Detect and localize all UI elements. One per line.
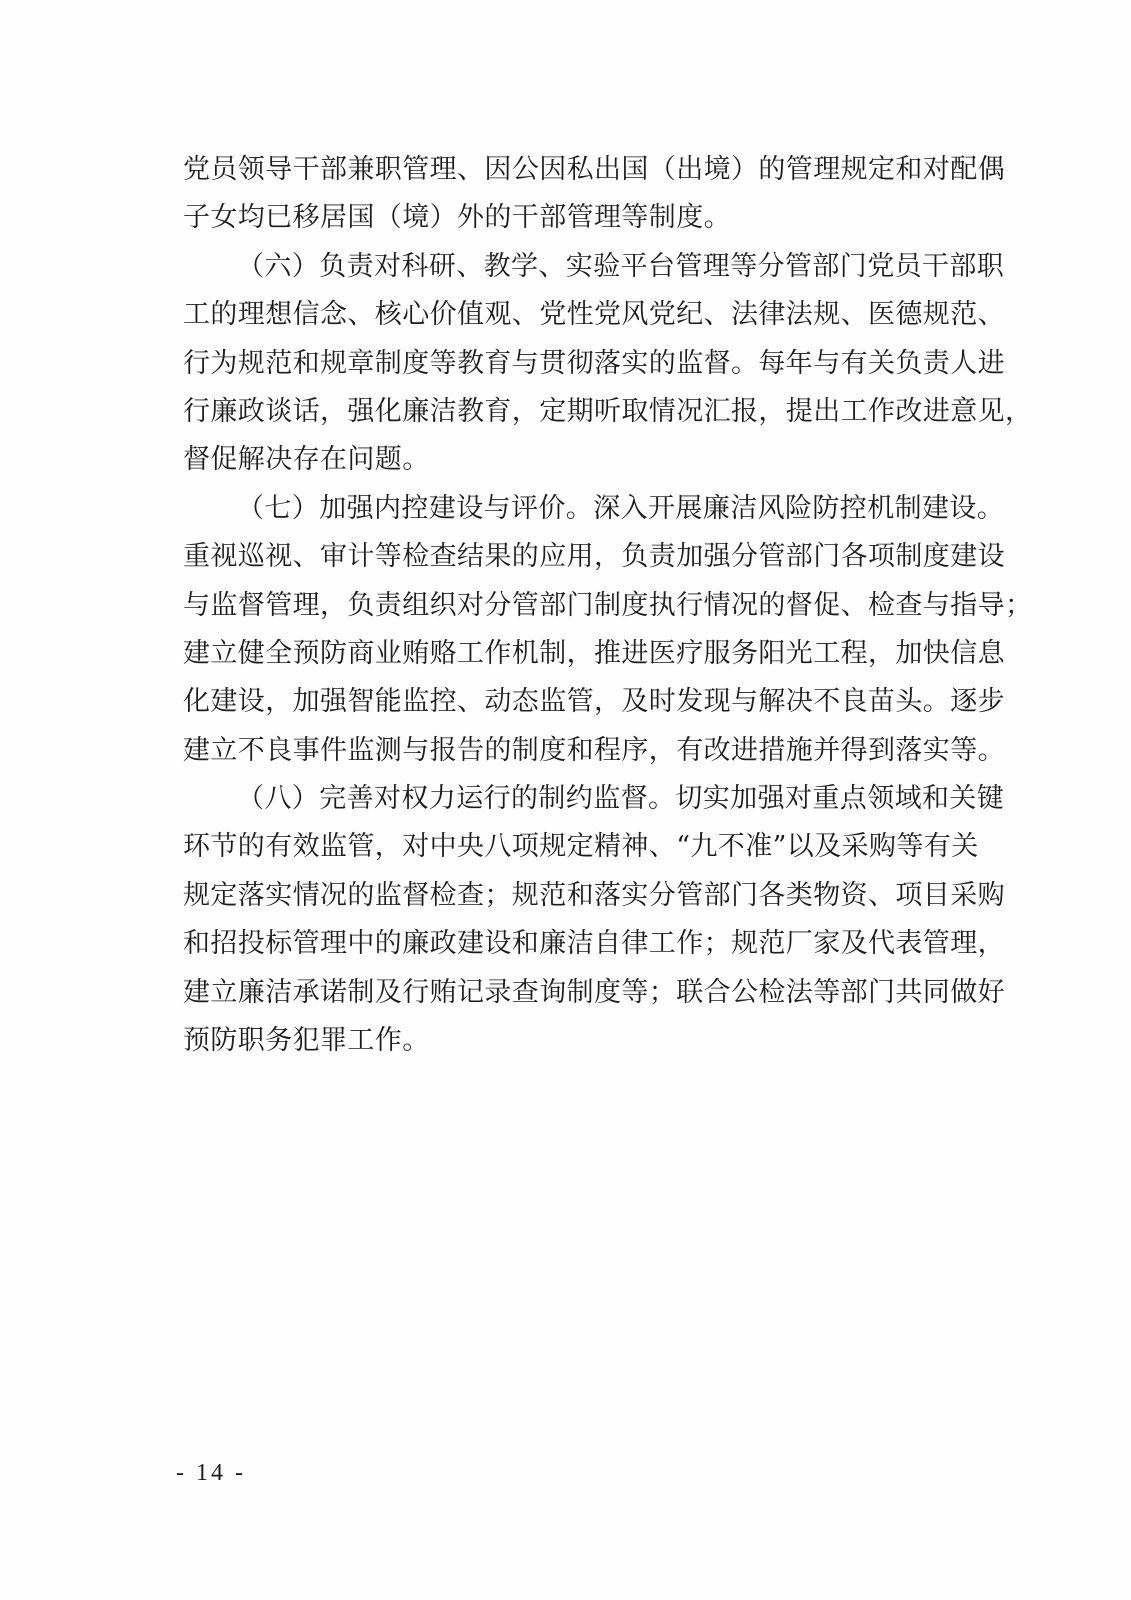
- text-line: 和招投标管理中的廉政建设和廉洁自律工作；规范厂家及代表管理，: [183, 928, 1005, 960]
- body-text: [183, 146, 1033, 1065]
- text-line: 建立不良事件监测与报告的制度和程序，有改进措施并得到落实等。: [183, 734, 1005, 766]
- text-line: 行为规范和规章制度等教育与贯彻落实的监督。每年与有关负责人进: [183, 347, 1005, 379]
- paragraph-heading-line: （八）完善对权力运行的制约监督。切实加强对重点领域和关键: [237, 783, 1005, 815]
- text-line: 子女均已移居国（境）外的干部管理等制度。: [183, 202, 731, 234]
- text-line: 建立廉洁承诺制及行贿记录查询制度等；联合公检法等部门共同做好: [183, 976, 1005, 1008]
- text-line: 工的理想信念、核心价值观、党性党风党纪、法律法规、医德规范、: [183, 299, 1005, 331]
- text-line: 行廉政谈话，强化廉洁教育，定期听取情况汇报，提出工作改进意见，: [183, 395, 1033, 427]
- paragraph-heading-line: （七）加强内控建设与评价。深入开展廉洁风险防控机制建设。: [237, 492, 1005, 524]
- text-line: 党员领导干部兼职管理、因公因私出国（出境）的管理规定和对配偶: [183, 154, 1005, 185]
- text-line: 规定落实情况的监督检查；规范和落实分管部门各类物资、项目采购: [183, 879, 1005, 911]
- paragraph-heading-line: （六）负责对科研、教学、实验平台管理等分管部门党员干部职: [237, 250, 1005, 282]
- text-line: 建立健全预防商业贿赂工作机制，推进医疗服务阳光工程，加快信息: [183, 637, 1005, 669]
- text-line: 督促解决存在问题。: [183, 444, 430, 476]
- text-line: 预防职务犯罪工作。: [183, 1025, 430, 1057]
- text-line: 环节的有效监管，对中央八项规定精神、“九不准”以及采购等有关: [183, 831, 979, 863]
- text-line: 重视巡视、审计等检查结果的应用，负责加强分管部门各项制度建设: [183, 541, 1005, 573]
- page-number: - 14 -: [176, 1460, 246, 1486]
- text-line: 与监督管理，负责组织对分管部门制度执行情况的督促、检查与指导；: [183, 589, 1033, 621]
- text-line: 化建设，加强智能监控、动态监管，及时发现与解决不良苗头。逐步: [183, 686, 1005, 718]
